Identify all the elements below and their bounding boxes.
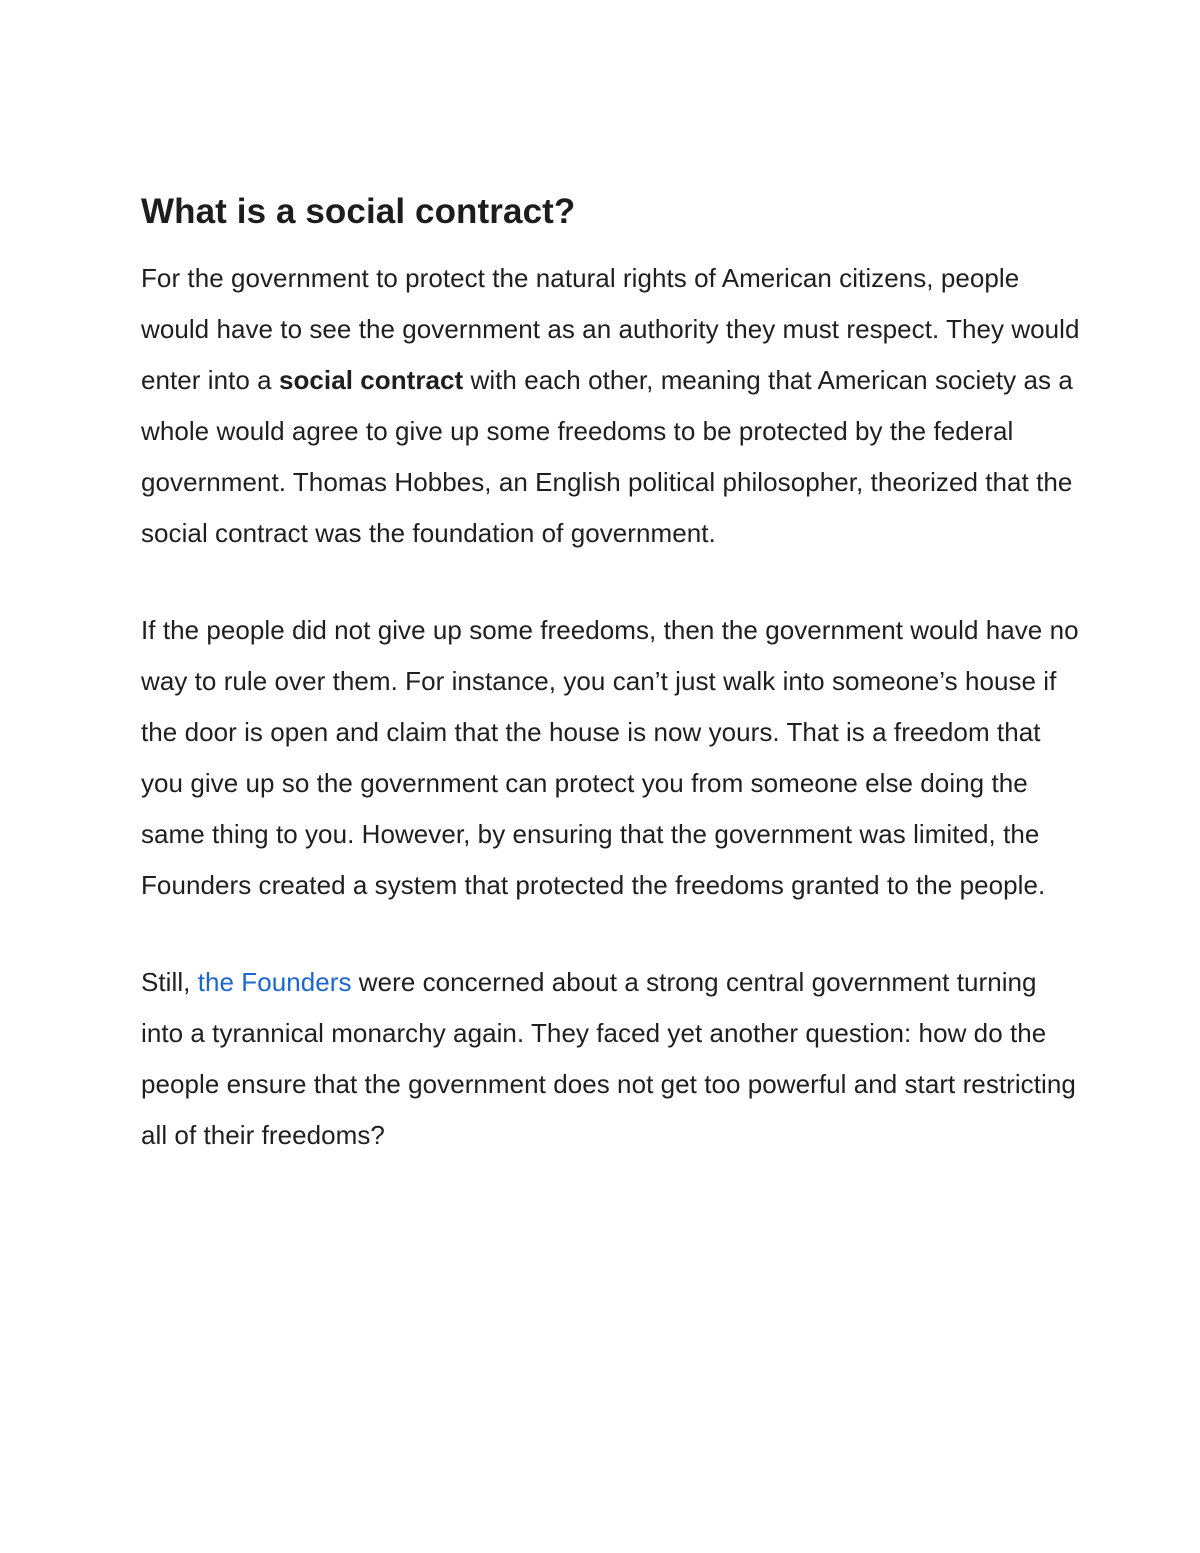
- bold-term-social-contract: social contract: [278, 365, 464, 395]
- paragraph-founders-concern: [141, 957, 1081, 1161]
- paragraph-giving-up-freedoms: If the people did not give up some freedoms, then the government would have no way to rule over them. For instance, you can’t just walk into someone’s house if the door is open and claim that the house is now yours. That is a freedom that you give up so the government can protect you from someone else doing the same thing to you. However, by ensuring that the government was limited, the Founders created a system that protected the freedoms granted to the people.: [141, 615, 1079, 900]
- paragraph-3-text-end: were concerned about a strong central government turning into a tyrannical monarchy again. They faced yet another question: how do the people ensure that the government does not get too powerful and start restricting all of their freedoms?: [141, 967, 1076, 1150]
- document-heading: What is a social contract?: [141, 192, 576, 231]
- paragraph-3-text-start: Still,: [141, 967, 198, 997]
- paragraph-1-text-end: with each other, meaning that American society as a whole would agree to give up some freedoms to be protected by the federal government. Thomas Hobbes, an English political philosopher, theorized that the social contract was the foundation of government.: [141, 365, 1073, 548]
- founders-link[interactable]: the Founders: [197, 967, 352, 997]
- paragraph-1-text-start: For the government to protect the natural rights of American citizens, people would have to see the government as an authority they must respect. They would enter into a: [141, 263, 1080, 395]
- document-body: [141, 189, 1081, 1161]
- paragraph-social-contract: [141, 253, 1081, 559]
